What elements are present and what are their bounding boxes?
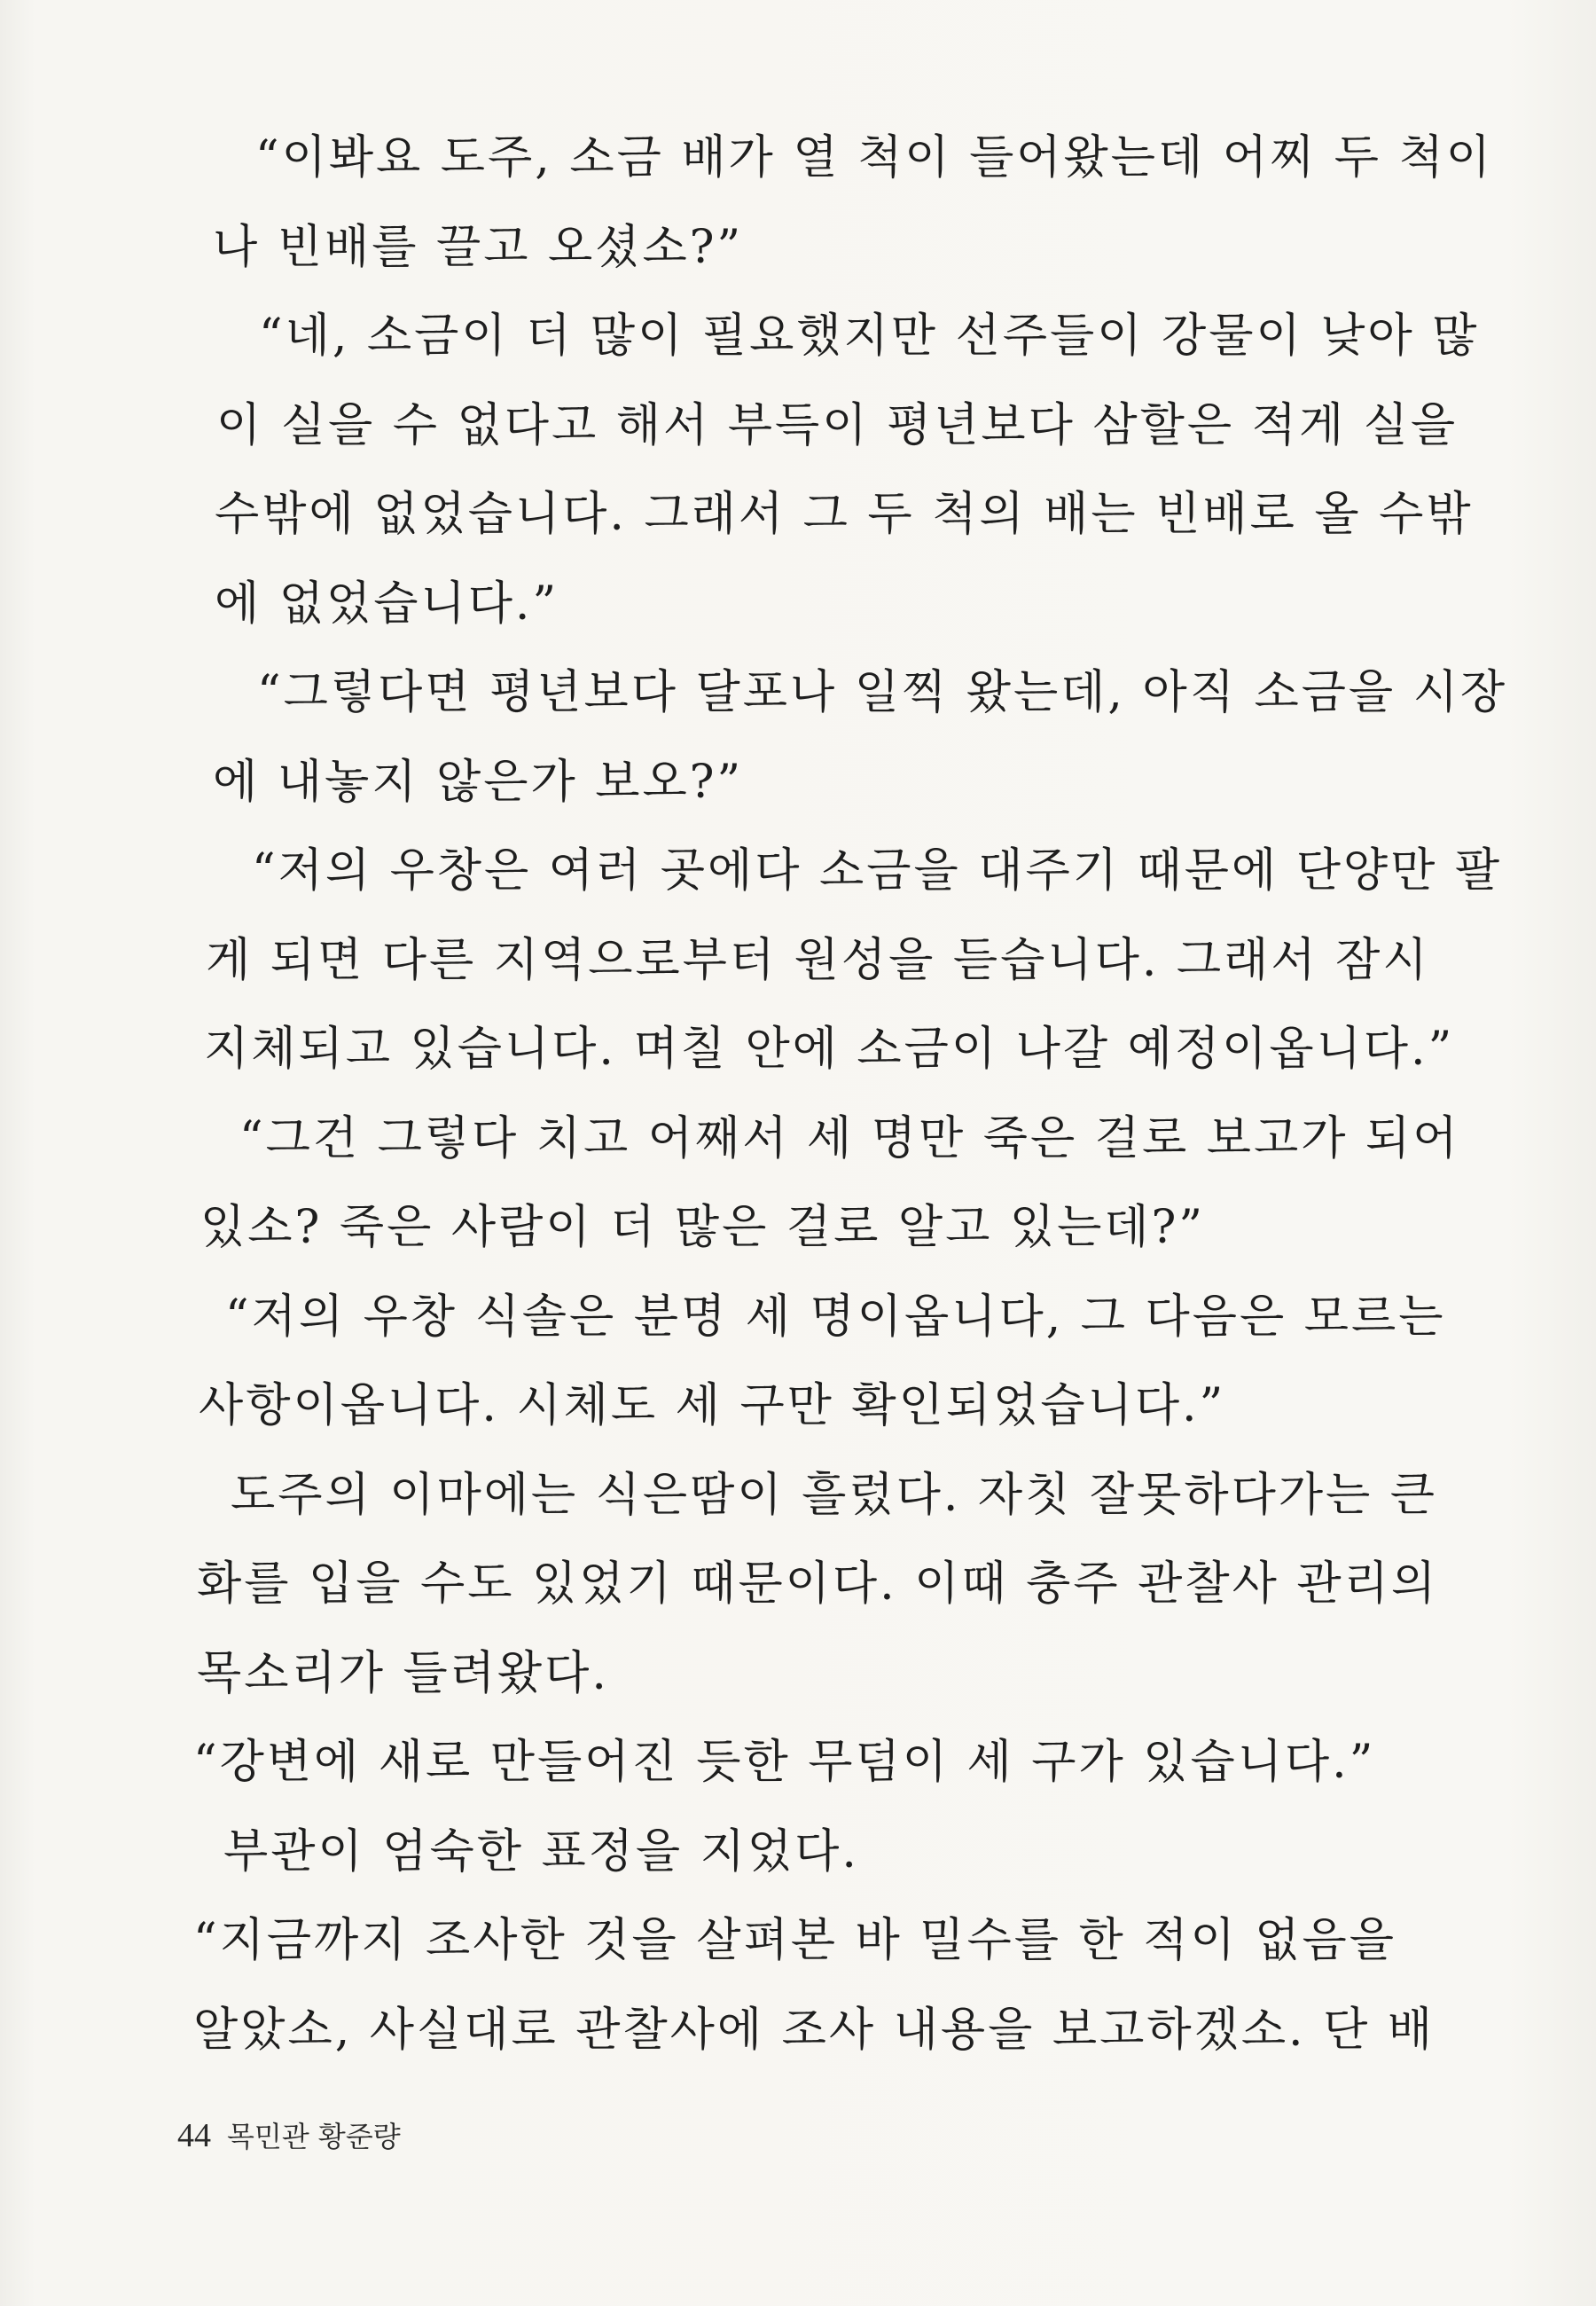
text-line: 수밖에 없었습니다. 그래서 그 두 척의 배는 빈배로 올 수밖 — [215, 488, 1474, 541]
text-line: 도주의 이마에는 식은땀이 흘렀다. 자칫 잘못하다가는 큰 — [231, 1468, 1438, 1522]
text-line: 알았소, 사실대로 관찰사에 조사 내용을 보고하겠소. 단 배 — [193, 2003, 1436, 2057]
text-line: “네, 소금이 더 많이 필요했지만 선주들이 강물이 낮아 많 — [259, 310, 1480, 363]
text-line: “이봐요 도주, 소금 배가 열 척이 들어왔는데 어찌 두 척이 — [255, 131, 1493, 184]
text-line: 나 빈배를 끌고 오셨소?” — [213, 220, 744, 274]
page-footer — [177, 2109, 401, 2162]
text-line: “저의 우창 식솔은 분명 세 명이옵니다, 그 다음은 모르는 — [225, 1290, 1446, 1344]
text-line: 지체되고 있습니다. 며칠 안에 소금이 나갈 예정이옵니다.” — [204, 1023, 1455, 1076]
text-line: 화를 입을 수도 있었기 때문이다. 이때 충주 관찰사 관리의 — [197, 1557, 1439, 1611]
text-line: 부관이 엄숙한 표정을 지었다. — [223, 1824, 859, 1879]
text-line: 이 실을 수 없다고 해서 부득이 평년보다 삼할은 적게 실을 — [216, 398, 1459, 452]
text-line: 에 내놓지 않은가 보오?” — [213, 755, 744, 809]
text-line: 사항이옵니다. 시체도 세 구만 확인되었습니다.” — [199, 1379, 1226, 1432]
text-line: 목소리가 들려왔다. — [197, 1646, 609, 1700]
text-line: 에 없었습니다.” — [215, 576, 559, 631]
running-title: 목민관 황준량 — [227, 2120, 401, 2153]
page-number: 44 — [177, 2117, 211, 2154]
text-line: “지금까지 조사한 것을 살펴본 바 밀수를 한 적이 없음을 — [193, 1914, 1396, 1967]
text-line: “그건 그렇다 치고 어째서 세 명만 죽은 걸로 보고가 되어 — [239, 1111, 1460, 1165]
text-line: “저의 우창은 여러 곳에다 소금을 대주기 때문에 단양만 팔 — [252, 844, 1503, 898]
text-line: 있소? 죽은 사람이 더 많은 걸로 알고 있는데?” — [200, 1201, 1205, 1254]
body-text — [193, 114, 1508, 2075]
text-line: “강변에 새로 만들어진 듯한 무덤이 세 구가 있습니다.” — [193, 1736, 1376, 1789]
text-line: 게 되면 다른 지역으로부터 원성을 듣습니다. 그래서 잠시 — [206, 933, 1430, 987]
text-line: “그렇다면 평년보다 달포나 일찍 왔는데, 아직 소금을 시장 — [257, 666, 1508, 719]
